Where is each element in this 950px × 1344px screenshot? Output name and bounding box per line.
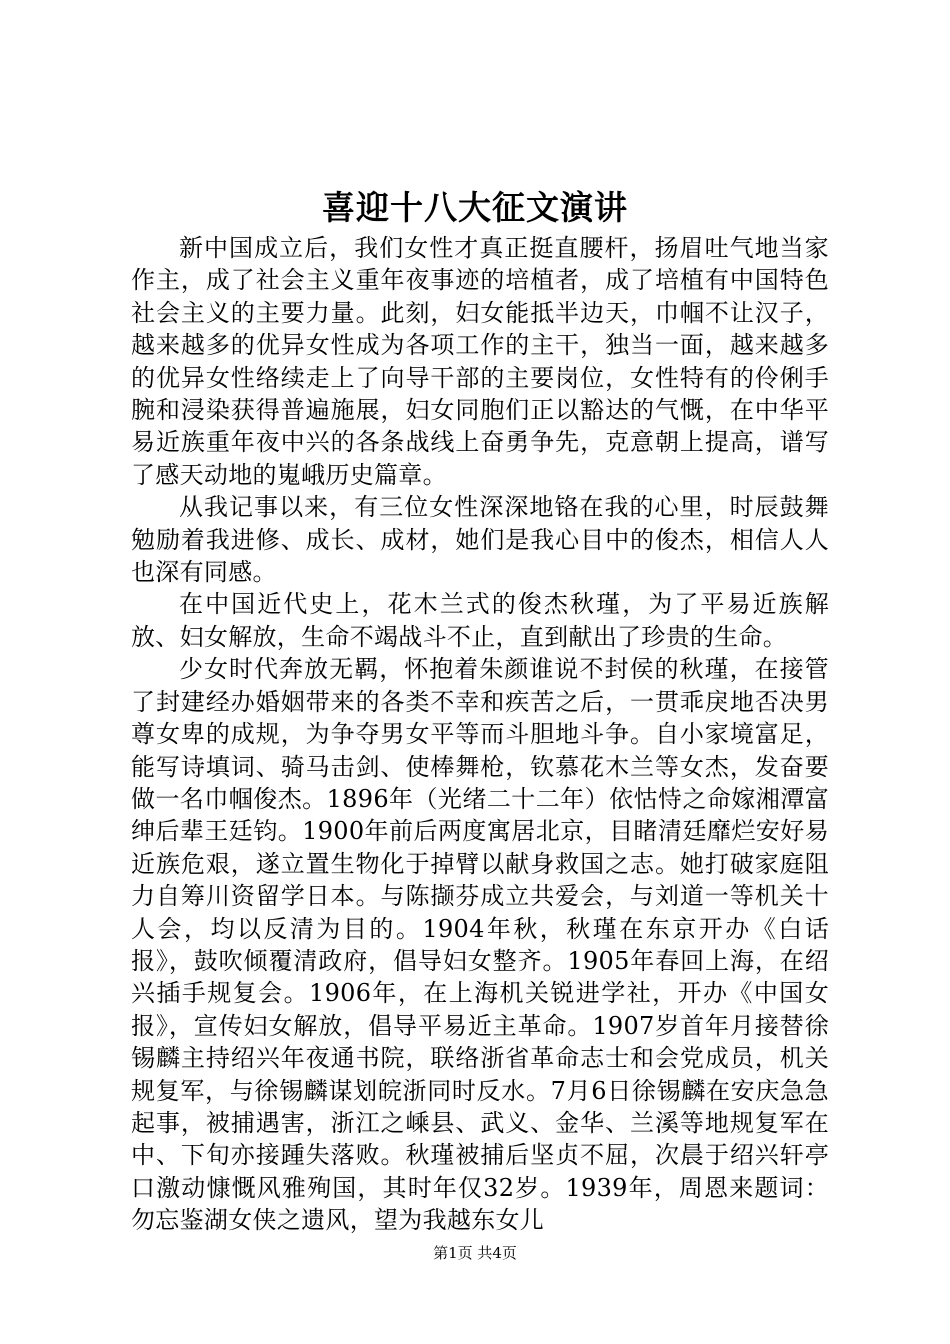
document-body xyxy=(131,232,829,1237)
paragraph: 从我记事以来，有三位女性深深地铬在我的心里，时辰鼓舞勉励着我进修、成长、成材，她们是我心目中的俊杰，相信人人也深有同感。 xyxy=(131,493,829,587)
page-number-footer: 第1页 共4页 xyxy=(433,1244,517,1262)
document-title: 喜迎十八大征文演讲 xyxy=(322,188,628,227)
paragraph: 在中国近代史上，花木兰式的俊杰秋瑾，为了平易近族解放、妇女解放，生命不竭战斗不止，直到献出了珍贵的生命。 xyxy=(131,590,829,651)
paragraph: 少女时代奔放无羁，怀抱着朱颜谁说不封侯的秋瑾，在接管了封建经办婚姻带来的各类不幸和疾苦之后，一贯乖戾地否决男尊女卑的成规，为争夺男女平等而斗胆地斗争。自小家境富足，能写诗填词、骑马击剑、使棒舞枪，钦慕花木兰等女杰，发奋要做一名巾帼俊杰。1896年（光绪二十二年）依怙恃之命嫁湘潭富绅后辈王廷钧。1900年前后两度寓居北京，目睹清廷靡烂安好易近族危艰，遂立置生物化于掉臂以献身救国之志。她打破家庭阻力自筹川资留学日本。与陈撷芬成立共爱会，与刘道一等机关十人会，均以反清为目的。1904年秋，秋瑾在东京开办《白话报》，鼓吹倾覆清政府，倡导妇女整齐。1905年春回上海，在绍兴插手规复会。1906年，在上海机关锐进学社，开办《中国女报》，宣传妇女解放，倡导平易近主革命。1907岁首年月接替徐锡麟主持绍兴年夜通书院，联络浙省革命志士和会党成员，机关规复军，与徐锡麟谋划皖浙同时反水。7月6日徐锡麟在安庆急急起事，被捕遇害，浙江之嵊县、武义、金华、兰溪等地规复军在中、下旬亦接踵失落败。秋瑾被捕后坚贞不屈，次晨于绍兴轩亭口激动慷慨风雅殉国，其时年仅32岁。1939年，周恩来题词：勿忘鉴湖女侠之遗风，望为我越东女儿 xyxy=(131,655,829,1235)
paragraph: 新中国成立后，我们女性才真正挺直腰杆，扬眉吐气地当家作主，成了社会主义重年夜事迹的培植者，成了培植有中国特色社会主义的主要力量。此刻，妇女能抵半边天，巾帼不让汉子，越来越多的优异女性成为各项工作的主干，独当一面，越来越多的优异女性络续走上了向导干部的主要岗位，女性特有的伶俐手腕和浸染获得普遍施展，妇女同胞们正以豁达的气慨，在中华平易近族重年夜中兴的各条战线上奋勇争先，克意朝上提高，谱写了感天动地的嵬峨历史篇章。 xyxy=(131,234,829,489)
